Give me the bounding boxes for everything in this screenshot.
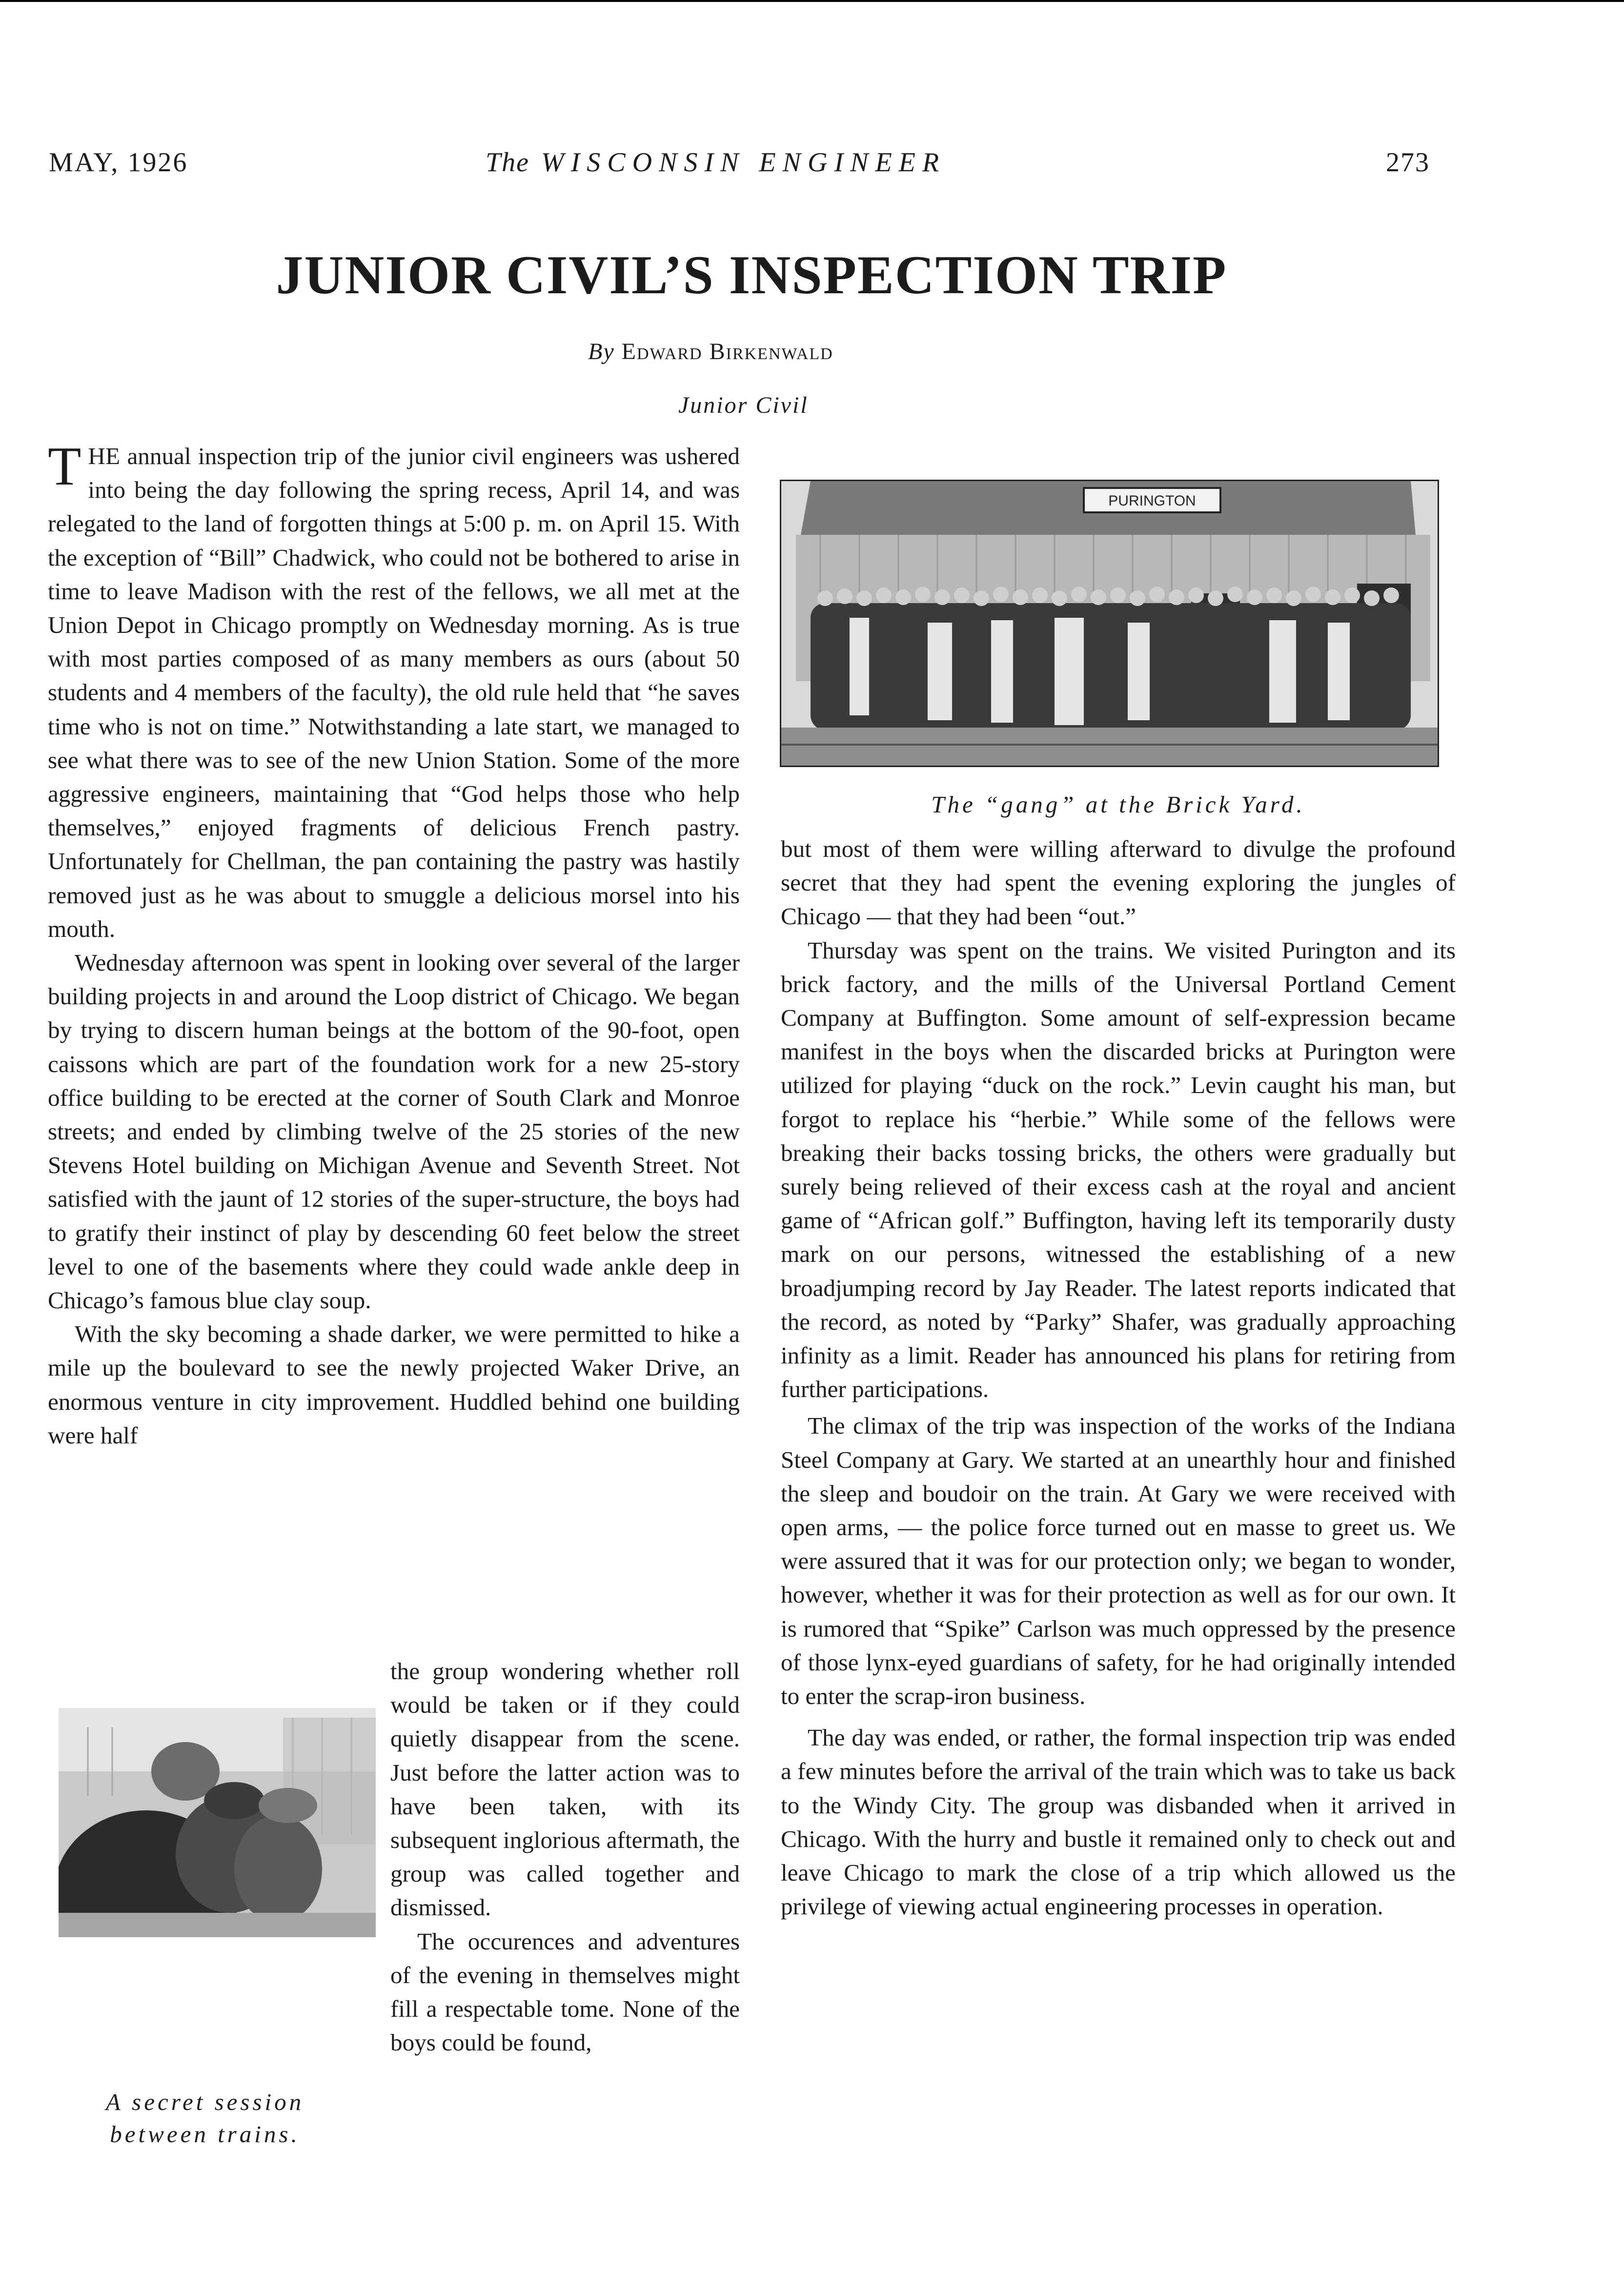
- journal-prefix: The: [486, 147, 529, 178]
- paragraph-3: With the sky becoming a shade darker, we were permitted to hike a mile up the boulevard to see the newly projected Waker Drive, an enormous venture in city improvement. Huddled behind one building were half: [48, 1320, 740, 1449]
- paragraph-4: the group wondering whether roll would be taken or if they could quietly disappear from the scene. Just before the latter action was to have been taken, with its subsequent inglorious aftermath, the group was called together and dismissed.: [390, 1658, 740, 1921]
- secret-caption-line-2: between trains.: [110, 2121, 300, 2148]
- group-photo: [780, 480, 1439, 767]
- secret-session-image: [59, 1708, 376, 1937]
- group-photo-caption: The “gang” at the Brick Yard.: [931, 791, 1305, 818]
- paragraph-1-text: HE annual inspection trip of the junior civil engineers was ushered into being the day following the spring recess, April 14, and was relegated to the land of forgotten things at 5:00 p. m. on April 15. With the exception of “Bill” Chadwick, who could not be bothered to arise in time to leave Madison with the rest of the fellows, we all met at the Union Depot in Chicago promptly on Wednesday morning. As is true with most parties composed of as many members as ours (about 50 students and 4 members of the faculty), the old rule held that “he saves time who is not on time.” Notwithstanding a late start, we managed to see what there was to see of the new Union Station. Some of the more aggressive engineers, maintaining that “God helps those who help themselves,” enjoyed fragments of delicious French pastry. Unfortunately for Chellman, the pan containing the pastry was hastily removed just as he was about to smuggle a delicious morsel into his mouth.: [48, 443, 740, 942]
- drop-cap: T: [48, 436, 81, 497]
- group-photo-image: [781, 481, 1438, 766]
- top-rule: [0, 0, 1624, 2]
- paragraph-5: The occurences and adventures of the evening in themselves might fill a respectable tome. None of the boys could be found,: [390, 1927, 740, 2056]
- paragraph-2: Wednesday afternoon was spent in looking over several of the larger building projects in and around the Loop district of Chicago. We began by trying to discern human beings at the bottom of the 90-foot, open caissons which are part of the foundation work for a new 25-story office building to be erected at the corner of South Clark and Monroe streets; and ended by climbing twelve of the 25 stories of the new Stevens Hotel building on Michigan Avenue and Seventh Street. Not satisfied with the jaunt of 12 stories of the super-structure, the boys had to gratify their instinct of play by descending 60 feet below the street level to one of the basements where they could wade ankle deep in Chicago’s famous blue clay soup.: [48, 949, 740, 1314]
- byline-by: By: [588, 339, 615, 365]
- secret-session-caption: [49, 2086, 361, 2150]
- paragraph-9: The day was ended, or rather, the formal inspection trip was ended a few minutes before the arrival of the train which was to take us back to the Windy City. The group was disbanded when it arrived in Chicago. With the hurry and bustle it remained only to check out and leave Chicago to mark the close of a trip which allowed us the privilege of viewing actual engineering processes in operation.: [781, 1724, 1456, 1920]
- paragraph-6: but most of them were willing afterward to divulge the profound secret that they had spent the evening exploring the jungles of Chicago — that they had been “out.”: [781, 835, 1456, 930]
- paragraph-8: The climax of the trip was inspection of the works of the Indiana Steel Company at Gary. We started at an unearthly hour and finished the sleep and boudoir on the train. At Gary we were received with open arms, — the police force turned out en masse to greet us. We were assured that it was for our protection only; we began to wonder, however, whether it was for their protection as well as for our own. It is rumored that “Spike” Carlson was much oppressed by the presence of those lynx-eyed guardians of safety, for he had originally intended to enter the scrap-iron business.: [781, 1412, 1456, 1710]
- byline: [588, 338, 833, 365]
- secret-caption-line-1: A secret session: [105, 2088, 304, 2115]
- article-title: JUNIOR CIVIL’S INSPECTION TRIP: [276, 245, 1227, 305]
- right-column: [781, 832, 1456, 1924]
- author-name: Edward Birkenwald: [621, 339, 833, 365]
- paragraph-1: [48, 436, 740, 946]
- secret-session-photo: [59, 1708, 376, 1937]
- paragraph-7: Thursday was spent on the trains. We visited Purington and its brick factory, and the mills of the Universal Portland Cement Company at Buffington. Some amount of self-expression became manifest in the boys when the discarded bricks at Purington were utilized for playing “duck on the rock.” Levin caught his man, but forgot to replace his “herbie.” While some of the fellows were breaking their backs tossing bricks, the others were gradually but surely being relieved of their excess cash at the royal and ancient game of “African golf.” Buffington, having left its temporarily dusty mark on our persons, witnessed the establishing of a new broadjumping record by Jay Reader. The latest reports indicated that the record, as noted by “Parky” Shafer, was gradually approaching infinity as a limit. Reader has announced his plans for retiring from further participations.: [781, 936, 1456, 1403]
- issue-date: MAY, 1926: [49, 147, 188, 178]
- left-column: [48, 436, 740, 1452]
- running-head: [486, 149, 946, 176]
- sign-text: PURINGTON: [1108, 493, 1196, 509]
- author-role: Junior Civil: [678, 392, 809, 418]
- journal-name: WISCONSIN ENGINEER: [541, 147, 946, 178]
- left-narrow-column: [390, 1654, 740, 2059]
- page-number: 273: [1386, 147, 1430, 178]
